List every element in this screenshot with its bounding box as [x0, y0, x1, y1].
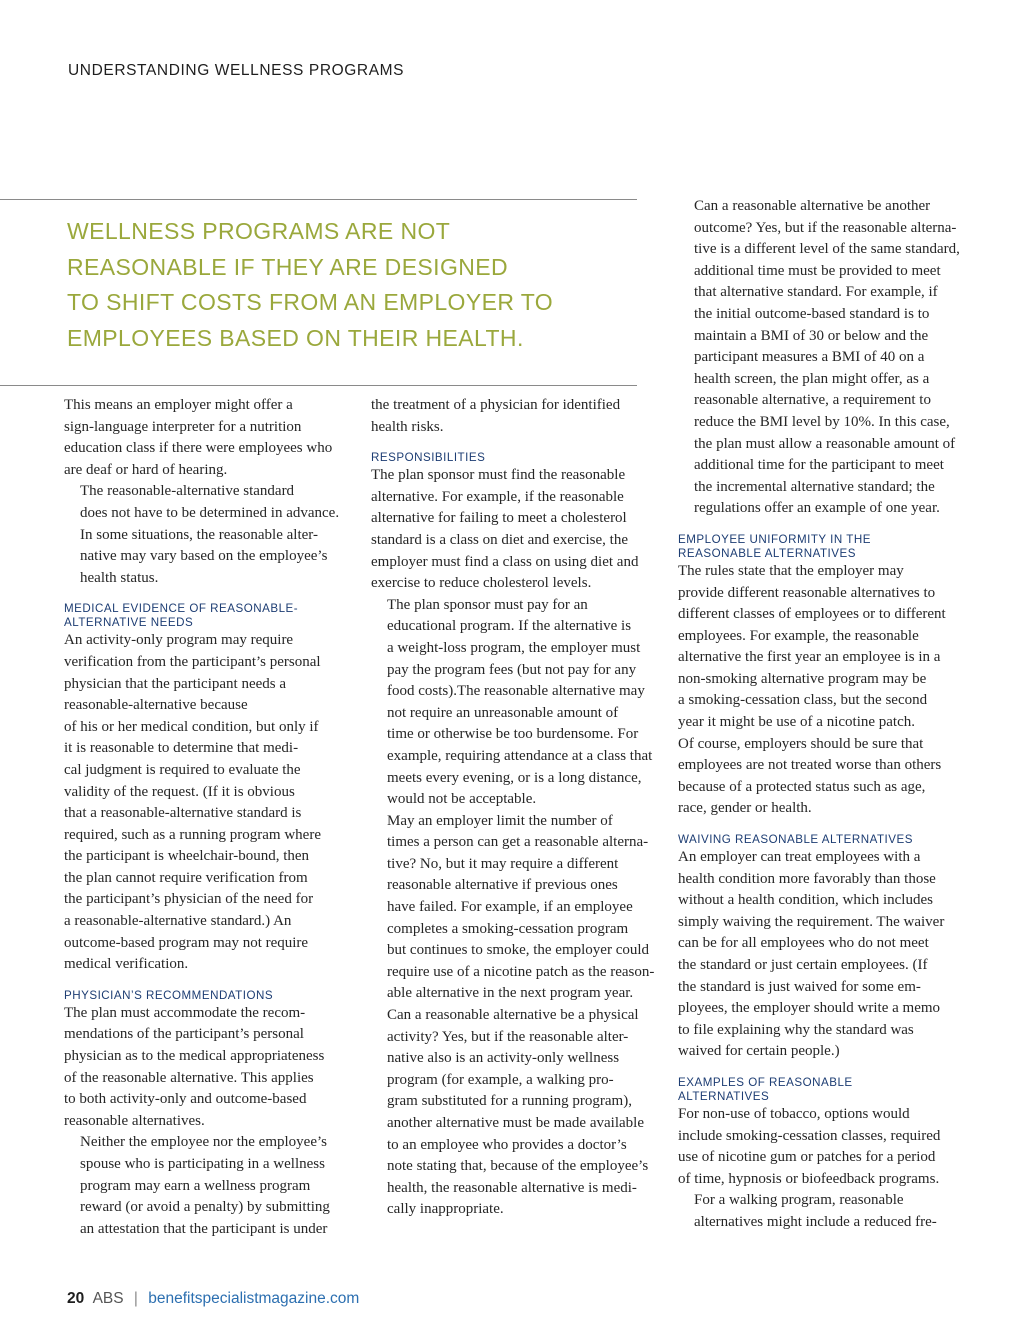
- text-line: Can a reasonable alternative be another: [694, 198, 931, 214]
- text-line: health risks.: [371, 418, 444, 435]
- text-line: validity of the request. (If it is obvious: [64, 783, 295, 800]
- text-line: ployees, the employer should write a memo: [678, 1000, 941, 1017]
- paragraph: [678, 1104, 974, 1190]
- text-line: completes a smoking-cessation program: [387, 920, 629, 937]
- text-line: but continues to smoke, the employer could: [387, 942, 650, 959]
- text-line: WAIVING REASONABLE ALTERNATIVES: [678, 833, 913, 847]
- paragraph: [64, 1132, 356, 1240]
- text-line: different classes of employees or to different: [678, 606, 946, 623]
- text-line: In some situations, the reasonable alter-: [80, 526, 318, 543]
- text-line: alternative. For example, if the reasonable: [371, 488, 624, 505]
- text-line: the participant is wheelchair-bound, then: [64, 848, 310, 865]
- pullquote-line: REASONABLE IF THEY ARE DESIGNED: [67, 253, 509, 280]
- text-line: because of a protected status such as age,: [678, 778, 926, 795]
- text-line: have failed. For example, if an employee: [387, 899, 633, 916]
- text-line: alternative for failing to meet a cholesterol: [371, 510, 627, 527]
- column-1: [64, 395, 356, 1240]
- text-line: that alternative standard. For example, if: [694, 284, 938, 301]
- text-line: does not have to be determined in advance.: [80, 504, 340, 521]
- text-line: non-smoking alternative program may be: [678, 670, 927, 687]
- text-line: physician as to the medical appropriateness: [64, 1048, 325, 1065]
- column-3: [678, 196, 974, 1234]
- text-line: An activity-only program may require: [64, 632, 294, 649]
- text-line: the incremental alternative standard; the: [694, 478, 935, 495]
- text-line: reasonable alternative, a requirement to: [694, 392, 931, 409]
- text-line: cally inappropriate.: [387, 1201, 504, 1218]
- publication-name: ABS: [92, 1290, 124, 1307]
- text-line: the plan must allow a reasonable amount of: [694, 435, 956, 452]
- paragraph: [371, 465, 663, 595]
- text-line: race, gender or health.: [678, 800, 812, 817]
- running-title: UNDERSTANDING WELLNESS PROGRAMS: [68, 62, 405, 79]
- text-line: outcome? Yes, but if the reasonable alterna-: [694, 219, 957, 236]
- text-line: ALTERNATIVE NEEDS: [64, 616, 194, 630]
- text-line: EMPLOYEE UNIFORMITY IN THE: [678, 532, 871, 546]
- section-heading-physicians-recommendations: [64, 989, 356, 1003]
- text-line: waived for certain people.): [678, 1043, 840, 1060]
- text-line: program may earn a wellness program: [80, 1177, 311, 1194]
- text-line: year it might be use of a nicotine patch.: [678, 714, 916, 731]
- pullquote: [67, 214, 637, 356]
- text-line: the plan cannot require verification from: [64, 869, 308, 886]
- section-heading-examples: [678, 1076, 974, 1104]
- text-line: mendations of the participant’s personal: [64, 1026, 304, 1043]
- text-line: RESPONSIBILITIES: [371, 451, 486, 465]
- text-line: For a walking program, reasonable: [694, 1192, 904, 1209]
- website-link[interactable]: benefitspecialistmagazine.com: [148, 1290, 360, 1307]
- text-line: program (for example, a walking pro-: [387, 1071, 614, 1088]
- text-line: a smoking-cessation class, but the second: [678, 692, 928, 709]
- text-line: food costs).The reasonable alternative may: [387, 683, 645, 700]
- text-line: reasonable alternatives.: [64, 1112, 205, 1129]
- text-line: additional time must be provided to meet: [694, 262, 941, 279]
- text-line: simply waiving the requirement. The waiver: [678, 913, 945, 930]
- text-line: The plan sponsor must find the reasonable: [371, 467, 626, 484]
- text-line: note stating that, because of the employee’s: [387, 1158, 649, 1175]
- paragraph: [678, 1190, 974, 1233]
- text-line: Of course, employers should be sure that: [678, 735, 924, 752]
- text-line: EXAMPLES OF REASONABLE: [678, 1075, 853, 1089]
- text-line: employees. For example, the reasonable: [678, 627, 919, 644]
- text-line: require use of a nicotine patch as the reason-: [387, 963, 655, 980]
- text-line: employees are not treated worse than others: [678, 757, 942, 774]
- pullquote-line: EMPLOYEES BASED ON THEIR HEALTH.: [67, 324, 524, 351]
- text-line: regulations offer an example of one year.: [694, 500, 940, 517]
- text-line: the treatment of a physician for identified: [371, 397, 621, 413]
- text-line: of his or her medical condition, but only if: [64, 718, 319, 735]
- footer-separator: |: [133, 1290, 138, 1307]
- text-line: required, such as a running program where: [64, 826, 321, 843]
- text-line: health status.: [80, 569, 159, 586]
- text-line: alternative the first year an employee is in a: [678, 649, 941, 666]
- text-line: maintain a BMI of 30 or below and the: [694, 327, 929, 344]
- text-line: educational program. If the alternative is: [387, 618, 632, 635]
- text-line: physician that the participant needs a: [64, 675, 287, 692]
- text-line: This means an employer might offer a: [64, 397, 293, 413]
- text-line: it is reasonable to determine that medi-: [64, 740, 299, 757]
- text-line: the standard is just waived for some em-: [678, 978, 921, 995]
- text-line: medical verification.: [64, 956, 189, 973]
- text-line: of the reasonable alternative. This applies: [64, 1069, 314, 1086]
- text-line: The plan sponsor must pay for an: [387, 596, 588, 613]
- text-line: reward (or avoid a penalty) by submitting: [80, 1199, 330, 1216]
- text-line: of time, hypnosis or biofeedback programs.: [678, 1170, 940, 1187]
- text-line: provide different reasonable alternatives to: [678, 584, 936, 601]
- paragraph: [64, 1003, 356, 1133]
- text-line: An employer can treat employees with a: [678, 849, 921, 866]
- text-line: For non-use of tobacco, options would: [678, 1105, 910, 1122]
- text-line: The rules state that the employer may: [678, 562, 904, 579]
- text-line: the participant’s physician of the need for: [64, 891, 314, 908]
- text-line: The plan must accommodate the recom-: [64, 1004, 306, 1021]
- section-heading-employee-uniformity: [678, 533, 974, 561]
- text-line: cal judgment is required to evaluate the: [64, 761, 301, 778]
- text-line: reasonable-alternative because: [64, 697, 248, 714]
- text-line: that a reasonable-alternative standard is: [64, 805, 302, 822]
- page-number: 20: [67, 1290, 85, 1307]
- text-line: sign-language interpreter for a nutrition: [64, 418, 302, 435]
- text-line: tive is a different level of the same standard,: [694, 241, 960, 258]
- text-line: meets every evening, or is a long distance,: [387, 769, 642, 786]
- pullquote-bottom-rule: [0, 385, 637, 386]
- paragraph: [64, 395, 356, 481]
- text-line: would not be acceptable.: [387, 791, 537, 808]
- text-line: The reasonable-alternative standard: [80, 483, 295, 500]
- text-line: spouse who is participating in a wellness: [80, 1156, 325, 1172]
- paragraph: [64, 481, 356, 589]
- text-line: include smoking-cessation classes, required: [678, 1127, 941, 1144]
- text-line: another alternative must be made available: [387, 1115, 644, 1131]
- text-line: health screen, the plan might offer, as a: [694, 370, 930, 387]
- text-line: exercise to reduce cholesterol levels.: [371, 575, 592, 592]
- text-line: PHYSICIAN’S RECOMMENDATIONS: [64, 988, 274, 1002]
- paragraph: [64, 630, 356, 976]
- text-line: not require an unreasonable amount of: [387, 704, 619, 721]
- text-line: to both activity-only and outcome-based: [64, 1091, 307, 1108]
- text-line: gram substituted for a running program),: [387, 1093, 632, 1110]
- pullquote-top-rule: [0, 199, 637, 200]
- text-line: to file explaining why the standard was: [678, 1021, 914, 1038]
- text-line: without a health condition, which includes: [678, 892, 933, 909]
- paragraph: [678, 196, 974, 520]
- text-line: standard is a class on diet and exercise, the: [371, 531, 628, 548]
- text-line: verification from the participant’s personal: [64, 653, 321, 670]
- text-line: activity? Yes, but if the reasonable alter-: [387, 1028, 629, 1045]
- text-line: outcome-based program may not require: [64, 934, 309, 951]
- text-line: participant measures a BMI of 40 on a: [694, 349, 925, 366]
- text-line: able alternative in the next program year.: [387, 985, 634, 1002]
- text-line: education class if there were employees who: [64, 440, 333, 457]
- text-line: native also is an activity-only wellness: [387, 1050, 620, 1067]
- paragraph: [371, 595, 663, 811]
- text-line: the initial outcome-based standard is to: [694, 305, 930, 322]
- text-line: time or otherwise be too burdensome. For: [387, 726, 639, 743]
- text-line: to an employee who provides a doctor’s: [387, 1136, 627, 1153]
- text-line: MEDICAL EVIDENCE OF REASONABLE-: [64, 602, 299, 616]
- text-line: health, the reasonable alternative is medi-: [387, 1179, 637, 1196]
- text-line: a reasonable-alternative standard.) An: [64, 913, 292, 930]
- text-line: health condition more favorably than those: [678, 870, 936, 887]
- text-line: the standard or just certain employees. (If: [678, 957, 928, 973]
- section-heading-medical-evidence: [64, 602, 356, 630]
- section-heading-waiving: [678, 833, 974, 847]
- text-line: pay the program fees (but not pay for any: [387, 661, 637, 678]
- pullquote-line: WELLNESS PROGRAMS ARE NOT: [67, 218, 451, 244]
- page-footer: [67, 1290, 359, 1308]
- section-heading-responsibilities: [371, 451, 663, 465]
- text-line: native may vary based on the employee’s: [80, 548, 328, 565]
- paragraph: [371, 1005, 663, 1221]
- text-line: REASONABLE ALTERNATIVES: [678, 546, 856, 560]
- text-line: an attestation that the participant is under: [80, 1220, 328, 1237]
- paragraph: [371, 395, 663, 438]
- text-line: employer must find a class on using diet and: [371, 553, 639, 570]
- text-line: ALTERNATIVES: [678, 1089, 770, 1103]
- text-line: times a person can get a reasonable alterna-: [387, 834, 649, 851]
- text-line: additional time for the participant to meet: [694, 457, 944, 474]
- column-2: [371, 395, 663, 1221]
- text-line: a weight-loss program, the employer must: [387, 639, 641, 656]
- text-line: example, requiring attendance at a class that: [387, 747, 653, 764]
- text-line: use of nicotine gum or patches for a period: [678, 1149, 936, 1166]
- text-line: Can a reasonable alternative be a physical: [387, 1007, 639, 1024]
- text-line: reasonable alternative if previous ones: [387, 877, 618, 894]
- text-line: are deaf or hard of hearing.: [64, 461, 228, 478]
- text-line: reduce the BMI level by 10%. In this case,: [694, 413, 950, 430]
- text-line: May an employer limit the number of: [387, 812, 613, 829]
- text-line: alternatives might include a reduced fre-: [694, 1213, 937, 1230]
- paragraph: [371, 811, 663, 1005]
- text-line: can be for all employees who do not meet: [678, 935, 929, 952]
- text-line: tive? No, but it may require a different: [387, 855, 619, 872]
- pullquote-line: TO SHIFT COSTS FROM AN EMPLOYER TO: [67, 289, 554, 316]
- paragraph: [678, 847, 974, 1063]
- text-line: Neither the employee nor the employee’s: [80, 1134, 327, 1151]
- paragraph: [678, 561, 974, 820]
